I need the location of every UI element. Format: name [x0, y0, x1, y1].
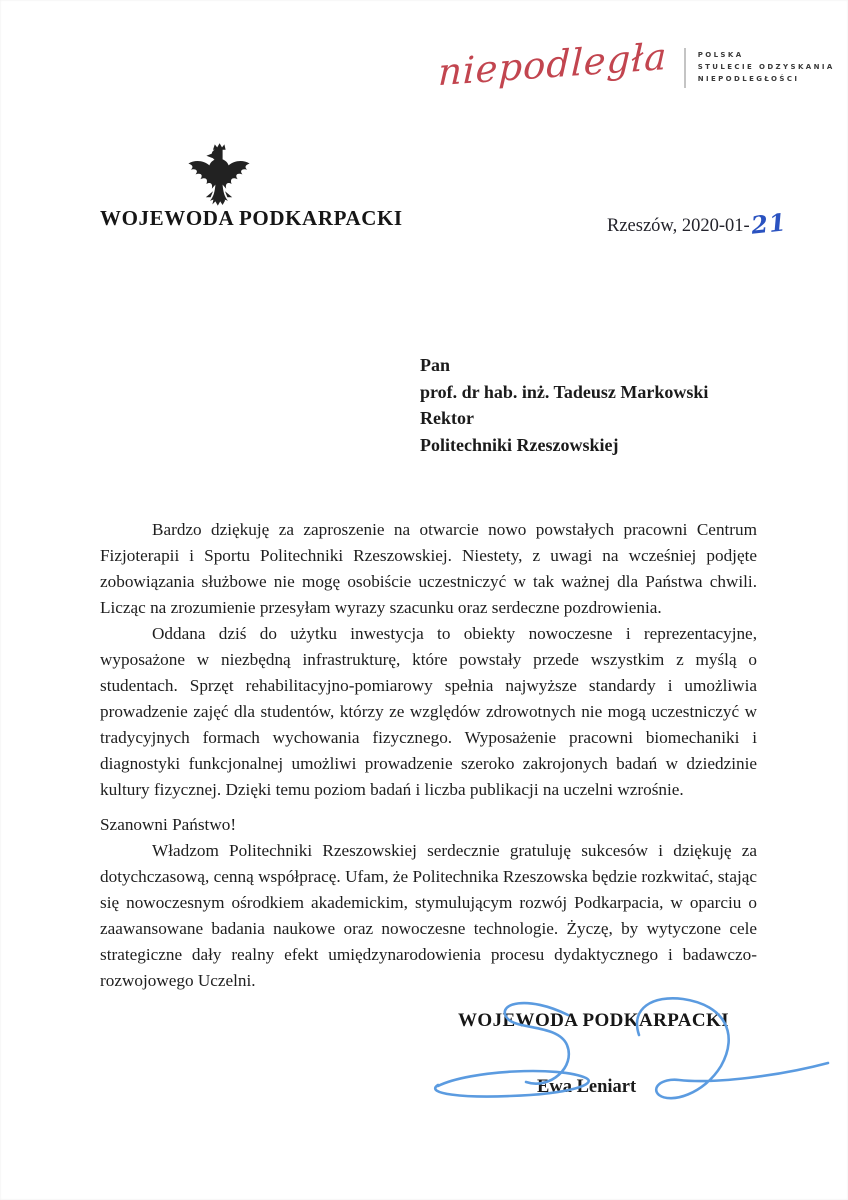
place-and-date: [607, 207, 788, 240]
addressee-line: prof. dr hab. inż. Tadeusz Markowski: [420, 381, 709, 402]
logo-caption: [698, 34, 835, 85]
addressee-line: Politechniki Rzeszowskiej: [420, 434, 619, 455]
signature-title: WOJEWODA PODKARPACKI: [458, 1010, 730, 1031]
body-paragraph: Bardzo dziękuję za zaproszenie na otwarcie nowo powstałych pracowni Centrum Fizjoterapii i Sportu Politechniki Rzeszowskiej. Niestety, z uwagi na wcześniej podjęte zobowiązania służbowe nie mogę osobiście uczestniczyć w tak ważnej dla Państwa chwili. Licząc na zrozumienie przesyłam wyrazy szacunku oraz serdeczne pozdrowienia.: [100, 520, 757, 617]
niepodlegla-script-wordmark: niepodległa: [437, 34, 669, 95]
salutation-line: Szanowni Państwo!: [100, 815, 237, 834]
body-paragraph: Oddana dziś do użytku inwestycja to obiekty nowoczesne i reprezentacyjne, wyposażone w niezbędną infrastrukturę, które powstały przede wszystkim z myślą o studentach. Sprzęt rehabilitacyjno-pomiarowy spełnia najwyższe standardy i umożliwia prowadzenie zajęć dla studentów, którzy ze względów zdrowotnych nie mogą uczestniczyć w tradycyjnych formach wychowania fizycznego. Wyposażenie pracowni biomechaniki i diagnostyki funkcjonalnej umożliwi prowadzenie szeroko zakrojonych badań w dziedzinie kultury fizycznej. Dzięki temu poziom badań i liczba publikacji na uczelni wzrośnie.: [100, 624, 757, 799]
printed-date-text: Rzeszów, 2020-01-: [607, 216, 750, 236]
logo-caption-line: POLSKA: [697, 51, 744, 59]
logo-caption-line: NIEPODLEGŁOŚCI: [697, 75, 800, 83]
polish-eagle-emblem-icon: [183, 134, 255, 216]
addressee-line: Pan: [420, 355, 451, 375]
letter-body: [100, 517, 757, 994]
logo-caption-line: STULECIE ODZYSKANIA: [697, 63, 835, 71]
addressee-block: [420, 352, 708, 458]
signatory-name: Ewa Leniart: [537, 1077, 637, 1097]
sender-title: WOJEWODA PODKARPACKI: [100, 206, 403, 230]
handwritten-day: 21: [749, 207, 788, 240]
logo-divider-line: [684, 48, 686, 88]
body-paragraph: Władzom Politechniki Rzeszowskiej serdecznie gratuluję sukcesów i dziękuję za dotychczasową, cenną współpracę. Ufam, że Politechnika Rzeszowska będzie rozkwitać, stając się nowoczesnym ośrodkiem akademickim, stymulującym rozwój Podkarpacia, w oparciu o zaawansowane badania naukowe oraz nowoczesne technologie. Życzę, by wytyczone cele strategiczne dały realny efekt umiędzynarodowienia procesu dydaktycznego i badawczo-rozwojowego Uczelni.: [100, 841, 757, 990]
addressee-line: Rektor: [420, 408, 474, 428]
niepodlegla-logo: [437, 34, 835, 95]
